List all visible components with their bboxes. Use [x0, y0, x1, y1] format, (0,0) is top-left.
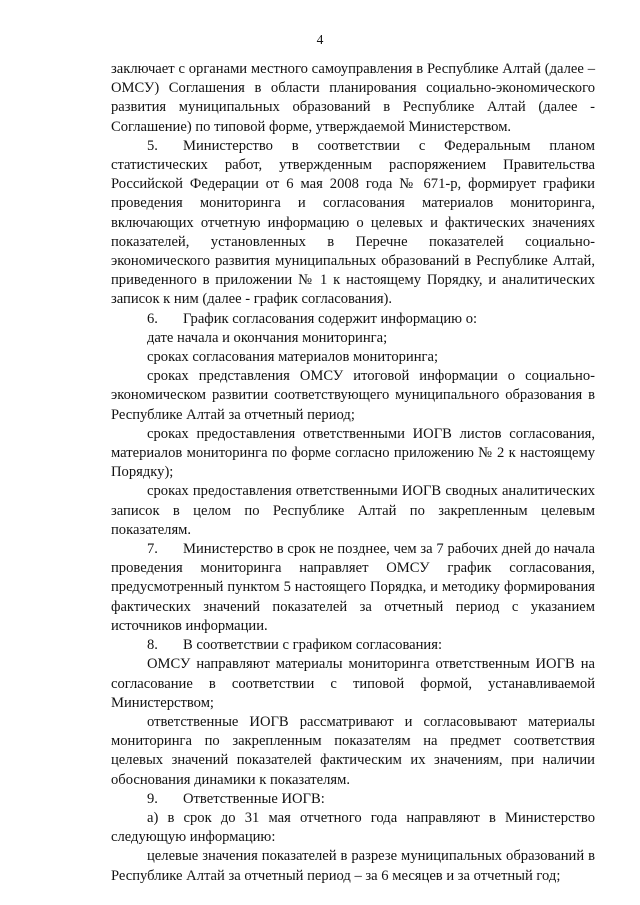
- item-number: 7.: [147, 541, 158, 558]
- paragraph-item-5: [111, 137, 595, 310]
- paragraph-text: Ответственные ИОГВ:: [183, 790, 325, 807]
- paragraph-item-9: [111, 790, 595, 809]
- paragraph-text: сроках представления ОМСУ итоговой информации о социально-экономическом развитии соответствующего муниципального образования в Республике Алтай за отчетный период;: [111, 368, 595, 423]
- paragraph-item-6-subitem: [111, 367, 595, 425]
- paragraph-text: сроках предоставления ответственными ИОГВ листов согласования, материалов мониторинга по форме согласно приложению № 2 к настоящему Порядку);: [111, 425, 595, 481]
- paragraph-item-6-subitem: [111, 482, 595, 540]
- paragraph-continued: [111, 60, 595, 137]
- paragraph-text: сроках предоставления ответственными ИОГВ сводных аналитических записок в целом по Республике Алтай по закрепленным целевым показателям.: [111, 483, 595, 538]
- paragraph-text: целевые значения показателей в разрезе муниципальных образований в Республике Алтай за отчетный период – за 6 месяцев и за отчетный год;: [111, 848, 595, 884]
- paragraph-item-8-subitem: [111, 655, 595, 713]
- paragraph-text: ОМСУ направляют материалы мониторинга ответственным ИОГВ на согласование в соответствии с типовой формой, устанавливаемой Министерством;: [111, 656, 595, 711]
- paragraph-text: дате начала и окончания мониторинга;: [147, 329, 388, 346]
- paragraph-item-7: [111, 540, 595, 636]
- paragraph-item-8-subitem: [111, 713, 595, 790]
- paragraph-text: График согласования содержит информацию о:: [183, 310, 478, 327]
- paragraph-item-8: [111, 636, 595, 655]
- paragraph-text: а) в срок до 31 мая отчетного года направляют в Министерство следующую информацию:: [111, 809, 595, 846]
- paragraph-text: заключает с органами местного самоуправления в Республике Алтай (далее – ОМСУ) Соглашения в области планирования социально-экономического развития муниципальных образований в Республике Алтай (далее - Соглашение) по типовой форме, утверждаемой Министерством.: [111, 61, 595, 135]
- paragraph-text: В соответствии с графиком согласования:: [183, 637, 443, 654]
- item-number: 8.: [147, 637, 158, 654]
- paragraph-item-9-subitem: [111, 847, 595, 885]
- paragraph-item-6-subitem: [111, 348, 595, 367]
- paragraph-text: сроках согласования материалов мониторинга;: [147, 349, 439, 366]
- paragraph-item-6: [111, 310, 595, 329]
- item-number: 5.: [147, 137, 158, 154]
- paragraph-item-6-subitem: [111, 425, 595, 483]
- paragraph-text: ответственные ИОГВ рассматривают и согласовывают материалы мониторинга по закрепленным показателям на предмет соответствия целевых значений показателей фактическим их значениям, при наличии обоснования динамики к показателям.: [111, 713, 595, 788]
- item-number: 9.: [147, 790, 158, 807]
- paragraph-text: Министерство в соответствии с Федеральным планом статистических работ, утвержденным распоряжением Правительства Российской Федерации от 6 мая 2008 года № 671-р, формирует графики проведения мониторинга и согласования материалов мониторинга, включающих отчетную информацию о целевых и фактических значениях показателей, установленных в Перечне показателей социально-экономического развития муниципальных образований в Республике Алтай, приведенного в приложении № 1 к настоящему Порядку, и аналитических записок к ним (далее - график согласования).: [111, 137, 595, 308]
- paragraph-text: Министерство в срок не позднее, чем за 7 рабочих дней до начала проведения мониторинга направляет ОМСУ график согласования, предусмотренный пунктом 5 настоящего Порядка, и методику формирования фактических значений показателей за отчетный период с указанием источников информации.: [111, 541, 595, 634]
- paragraph-item-9-subitem: [111, 809, 595, 847]
- paragraph-item-6-subitem: [111, 329, 595, 348]
- page-number: 4: [316, 32, 324, 47]
- document-body: [111, 60, 595, 886]
- item-number: 6.: [147, 310, 158, 327]
